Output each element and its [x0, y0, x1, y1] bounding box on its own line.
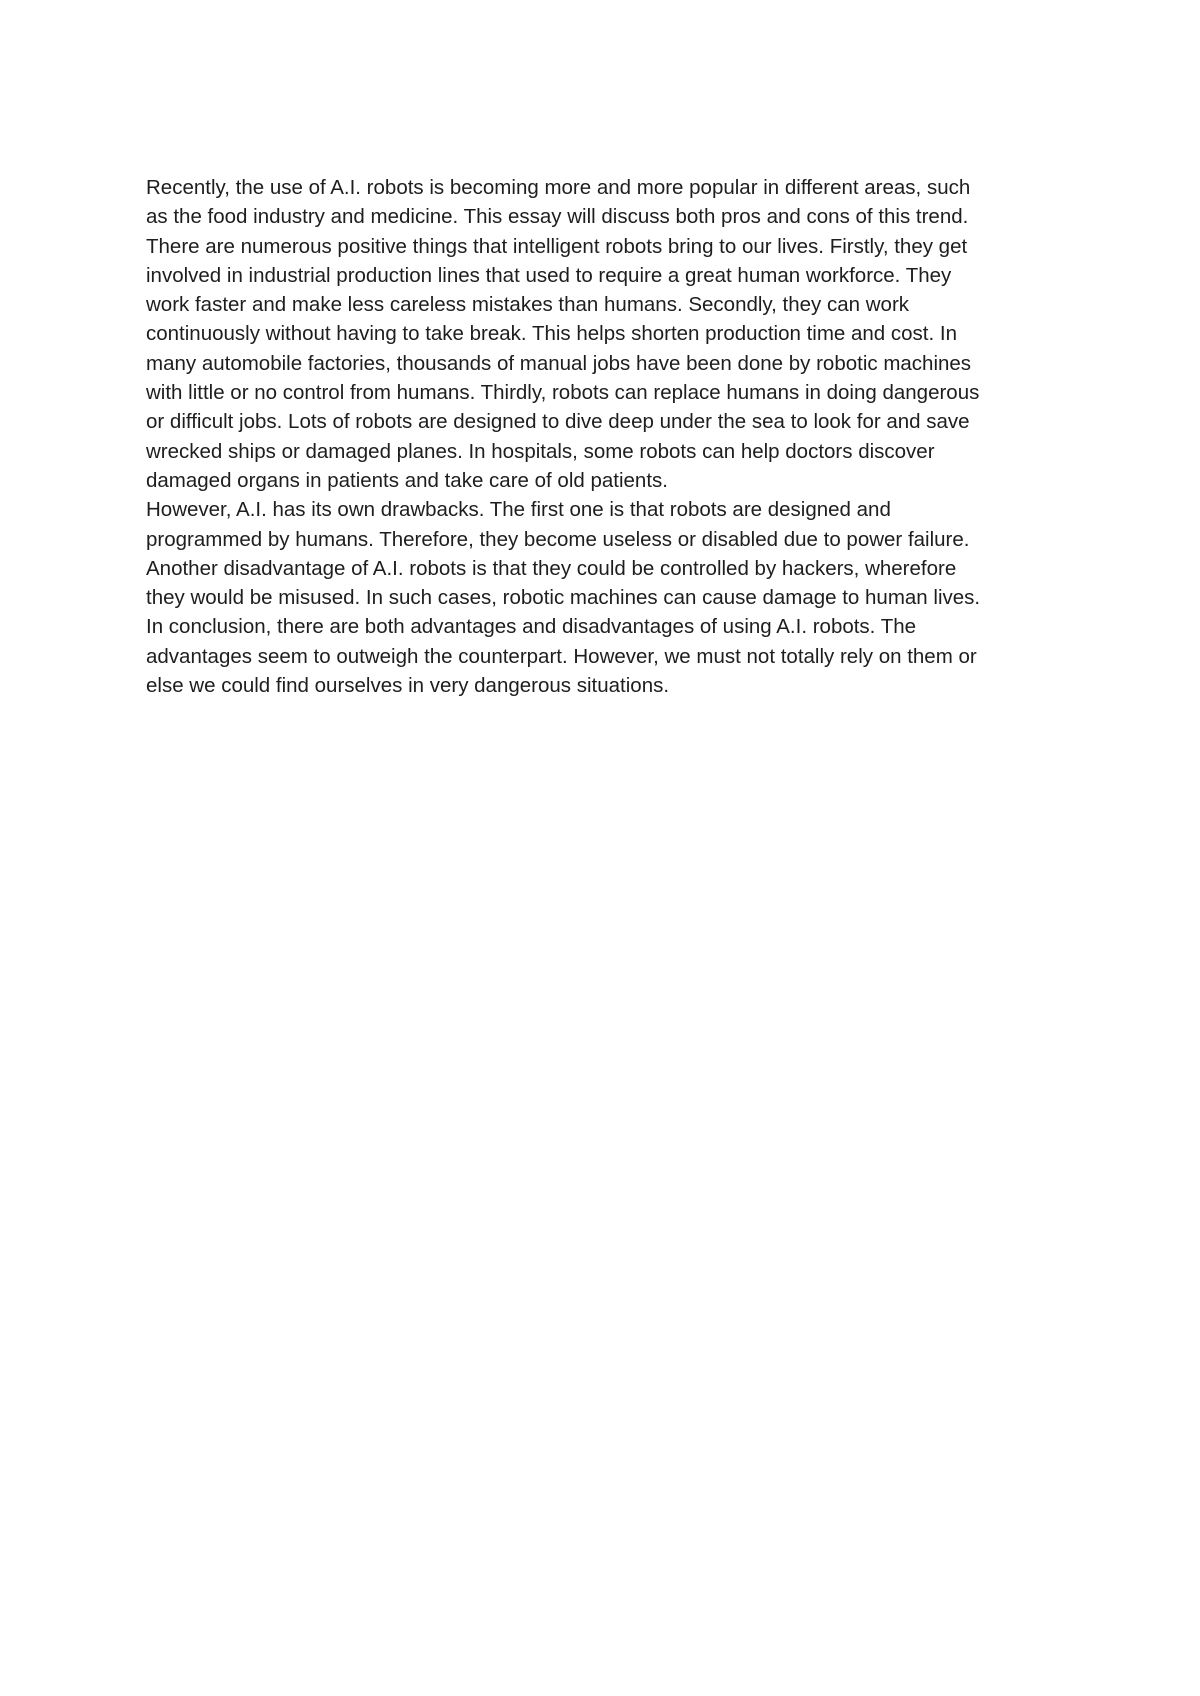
text-line: else we could find ourselves in very dangerous situations. [146, 674, 670, 698]
text-line: programmed by humans. Therefore, they become useless or disabled due to power failure. [146, 527, 970, 551]
text-line: many automobile factories, thousands of manual jobs have been done by robotic machines [146, 351, 972, 375]
text-line: work faster and make less careless mistakes than humans. Secondly, they can work [146, 293, 910, 317]
text-line: or difficult jobs. Lots of robots are designed to dive deep under the sea to look for and save [146, 410, 970, 434]
text-line: with little or no control from humans. Thirdly, robots can replace humans in doing dangerous [146, 381, 980, 405]
text-line: advantages seem to outweigh the counterpart. However, we must not totally rely on them or [146, 644, 977, 668]
text-line: However, A.I. has its own drawbacks. The first one is that robots are designed and [146, 498, 891, 522]
text-line: they would be misused. In such cases, robotic machines can cause damage to human lives. [146, 586, 981, 610]
text-line: In conclusion, there are both advantages and disadvantages of using A.I. robots. The [146, 615, 917, 639]
text-line: involved in industrial production lines that used to require a great human workforce. They [146, 263, 952, 287]
text-line: wrecked ships or damaged planes. In hospitals, some robots can help doctors discover [146, 439, 935, 463]
text-line: Another disadvantage of A.I. robots is that they could be controlled by hackers, wherefore [146, 556, 957, 580]
essay-text [146, 173, 1076, 700]
text-line: Recently, the use of A.I. robots is becoming more and more popular in different areas, such [146, 176, 971, 199]
text-line: continuously without having to take break. This helps shorten production time and cost. In [146, 322, 957, 346]
text-line: as the food industry and medicine. This essay will discuss both pros and cons of this trend. [146, 205, 969, 229]
text-line: There are numerous positive things that intelligent robots bring to our lives. Firstly, they get [146, 234, 968, 258]
text-line: damaged organs in patients and take care of old patients. [146, 468, 668, 492]
